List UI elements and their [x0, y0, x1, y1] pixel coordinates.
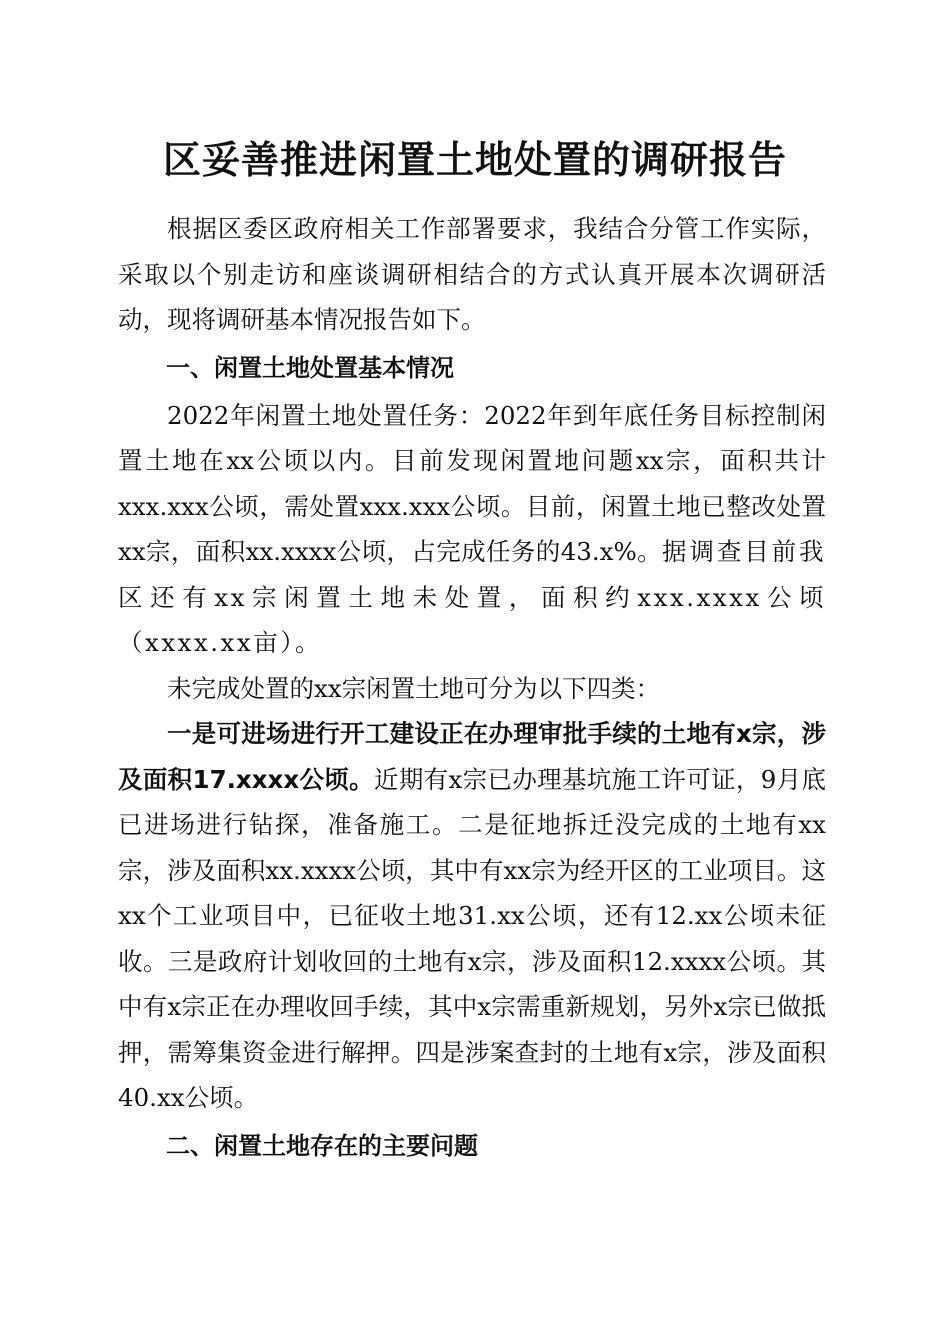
disposal-task-text: 2022年闲置土地处置任务：2022年到年底任务目标控制闲置土地在xx公顷以内。目前发现闲置地问题xx宗，面积共计xxx.xxx公顷，需处置xxx.xxx公顷。目前，闲置土地已整改处置xx宗，面积xx.xxxx公顷，占完成任务的43.x%。 — [118, 400, 826, 566]
section-heading-1: 一、闲置土地处置基本情况 — [166, 353, 454, 382]
disposal-survey-text: 据调查目前我区还有xx宗闲置土地未处置，面积约xxx.xxxx公顷（xxxx.xx亩）。 — [118, 537, 827, 657]
section-heading-2: 二、闲置土地存在的主要问题 — [166, 1131, 478, 1160]
paragraph-four-categories: 未完成处置的xx宗闲置土地可分为以下四类： — [167, 673, 661, 703]
category-one-lead: 一是可进场进行开工建设正在办理审批手续的土地有x宗，涉及面积17.xxxx公顷。 — [118, 719, 826, 794]
category-details-text: 近期有x宗已办理基坑施工许可证，9月底已进场进行钻探，准备施工。二是征地拆迁没完成的土地有xx宗，涉及面积xx.xxxx公顷，其中有xx宗为经开区的工业项目。这xx个工业项目中，已征收土地31.xx公顷，还有12.xx公顷未征收。三是政府计划收回的土地有x宗，涉及面积12.xxxx公顷。其中有x宗正在办理收回手续，其中x宗需重新规划，另外x宗已做抵押，需筹集资金进行解押。四是涉案查封的土地有x宗，涉及面积40.xx公顷。 — [118, 764, 826, 1112]
intro-paragraph: 根据区委区政府相关工作部署要求，我结合分管工作实际，采取以个别走访和座谈调研相结合的方式认真开展本次调研活动，现将调研基本情况报告如下。 — [118, 214, 826, 334]
paragraph-category-details — [118, 711, 826, 1121]
document-title: 区妥善推进闲置土地处置的调研报告 — [162, 137, 787, 182]
document-body — [118, 206, 826, 1171]
paragraph-disposal-task — [118, 393, 826, 666]
